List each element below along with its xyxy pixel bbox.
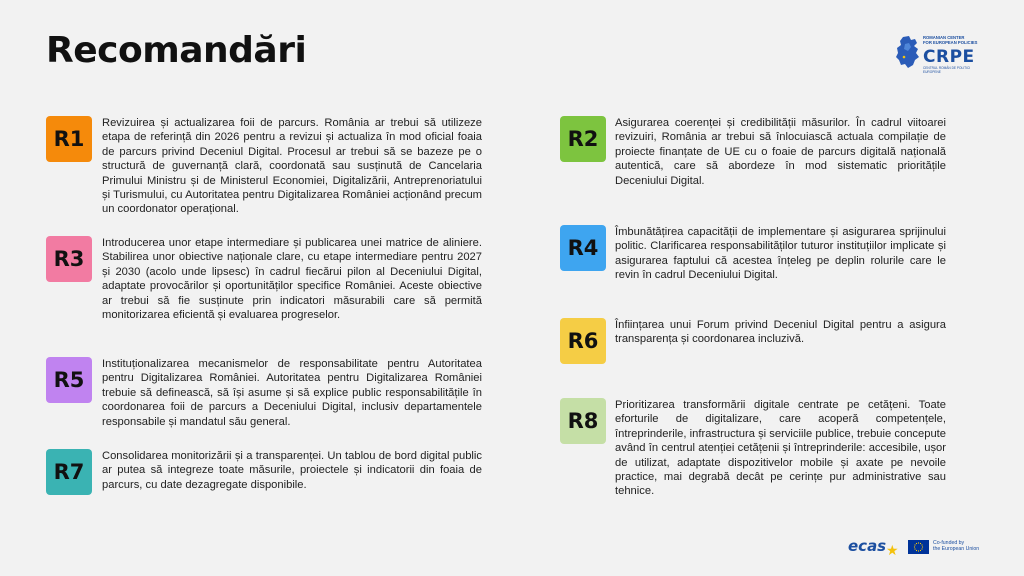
recommendation-r8-text: Prioritizarea transformării digitale centrate pe cetățeni. Toate eforturile de digitalizare, care acoperă competențele, întreprinderile, infrastructura și serviciile publice, trebuie concepute având în centrul atenției cetățenii și întreprinderile: accesibile, ușor de utilizat, adaptate dispozitivelor mobile și axate pe nevoile practice, mai degrabă decât pe cerințe pur administrative sau tehnice. xyxy=(615,399,946,498)
badge-r6: R6 xyxy=(560,318,606,364)
crpe-logo xyxy=(893,33,983,73)
eu-flag-icon xyxy=(908,540,929,554)
badge-r3: R3 xyxy=(46,236,92,282)
ecas-logo: ecas xyxy=(848,537,887,555)
star-icon: ★ xyxy=(886,542,899,558)
logo-name: CRPE xyxy=(923,47,975,67)
page-title: Recomandări xyxy=(46,30,307,71)
recommendation-r2-text: Asigurarea coerenței și credibilității măsurilor. În cadrul viitoarei revizuiri, România ar trebui să înlocuiască actuala compilație de proiecte finanțate de UE cu o foaie de parcurs digitală națională autentică, care să abordeze în mod sistematic prioritățile Deceniului Digital. xyxy=(615,117,946,187)
badge-r2: R2 xyxy=(560,116,606,162)
eu-cofunded-text: Co-funded by the European Union xyxy=(933,540,980,552)
badge-r8: R8 xyxy=(560,398,606,444)
recommendation-r3-text: Introducerea unor etape intermediare și publicarea unei matrice de aliniere. Stabilirea unor obiective naționale clare, cu etape intermediare pentru 2027 și 2030 (acolo unde lipsesc) în cadrul fiecărui pilon al Deceniului Digital, adaptate provocărilor și oportunităților specifice României. Aceste obiective ar trebui să fie susținute prin indicatori măsurabili care să permită monitorizarea eficientă și evaluarea progreselor. xyxy=(102,237,482,322)
badge-r1: R1 xyxy=(46,116,92,162)
logo-subtitle: CENTRUL ROMÂN DE POLITICI EUROPENE xyxy=(923,66,971,74)
recommendation-r5-text: Instituționalizarea mecanismelor de responsabilitate pentru Autoritatea pentru Digitalizarea României. Autoritatea pentru Digitalizarea României trebuie să definească, să își asume și să explice public responsabilitățile în coordonarea foii de parcurs a Deceniului Digital, inclusiv departamentele responsabile și mandatul său general. xyxy=(102,358,482,428)
recommendation-r4-text: Îmbunătățirea capacității de implementare și asigurarea sprijinului politic. Clarificarea responsabilităților tuturor instituțiilor implicate și asigurarea faptului că acestea înțeleg pe deplin rolurile care le revin în cadrul Deceniului Digital. xyxy=(615,226,946,282)
recommendation-r6-text: Înființarea unui Forum privind Deceniul Digital pentru a asigura transparența și coordonarea incluzivă. xyxy=(615,319,946,346)
recommendation-r7-text: Consolidarea monitorizării și a transparenței. Un tablou de bord digital public ar putea să integreze toate măsurile, proiectele și indicatorii din foaia de parcurs, cu date dezagregate disponibile. xyxy=(102,450,482,491)
logo-small-text: ROMANIAN CENTER FOR EUROPEAN POLICIES xyxy=(923,35,978,45)
badge-r7: R7 xyxy=(46,449,92,495)
recommendation-r1-text: Revizuirea și actualizarea foii de parcurs. România ar trebui să utilizeze etapa de referință din 2026 pentru a revizui și actualiza în mod oficial foaia de parcurs privind Deceniul Digital. Procesul ar trebui să se bazeze pe o structură de guvernanță clară, coordonată sau susținută de Cancelaria Primului Ministru și de Ministerul Economiei, Digitalizării, Antreprenoriatului și Turismului, cu Autoritatea pentru Digitalizarea României acționând precum un coordonator operațional. xyxy=(102,117,482,216)
badge-r4: R4 xyxy=(560,225,606,271)
badge-r5: R5 xyxy=(46,357,92,403)
europe-map-icon xyxy=(895,35,921,69)
